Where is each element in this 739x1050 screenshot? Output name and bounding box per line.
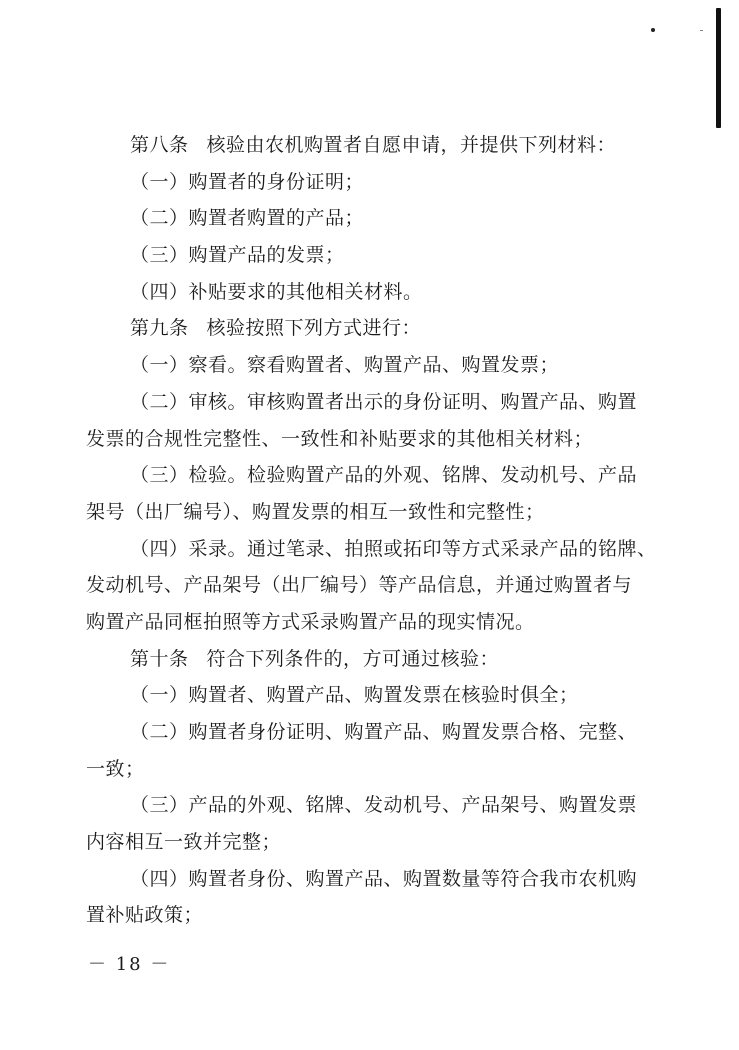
text-line-continued: 架号（出厂编号）、购置发票的相互一致性和完整性；: [86, 500, 545, 523]
text-line: （三）购置产品的发票；: [130, 244, 345, 267]
text-line-continued: 一致；: [86, 757, 145, 780]
article-10-heading: [86, 641, 656, 678]
text-line-continued: 发票的合规性完整性、一致性和补贴要求的其他相关材料；: [86, 427, 594, 450]
text-line: （二）购置者购置的产品；: [130, 207, 365, 230]
article-label: 第八条: [130, 134, 189, 156]
text-line: （一）察看。察看购置者、购置产品、购置发票；: [130, 354, 560, 377]
article-label: 第九条: [130, 317, 189, 340]
scan-dot-mark: [651, 28, 655, 32]
text-line: （二）购置者身份证明、购置产品、购置发票合格、完整、: [130, 721, 638, 743]
article-8-heading: [86, 127, 656, 164]
text-line-continued: 购置产品同框拍照等方式采录购置产品的现实情况。: [86, 610, 535, 633]
article-label: 第十条: [130, 647, 189, 670]
document-body: [86, 127, 656, 934]
text-line-continued: 内容相互一致并完整；: [86, 831, 282, 854]
text-line: （一）购置者、购置产品、购置发票在核验时俱全；: [130, 684, 579, 707]
page-number: － 18 －: [88, 954, 171, 975]
article-text: 核验按照下列方式进行：: [206, 317, 422, 340]
text-line: （四）购置者身份、购置产品、购置数量等符合我市农机购: [130, 867, 638, 890]
scan-speck-mark: [700, 30, 703, 31]
text-line: （三）检验。检验购置产品的外观、铭牌、发动机号、产品: [130, 464, 638, 487]
text-line: （一）购置者的身份证明；: [130, 170, 365, 193]
text-line: （二）审核。审核购置者出示的身份证明、购置产品、购置: [130, 390, 638, 413]
article-text: 核验由农机购置者自愿申请，并提供下列材料：: [206, 134, 617, 156]
text-line: （四）采录。通过笔录、拍照或拓印等方式采录产品的铭牌、: [130, 537, 657, 560]
article-9-heading: [86, 310, 656, 347]
text-line: （四）补贴要求的其他相关材料。: [130, 280, 423, 303]
text-line-continued: 置补贴政策；: [86, 904, 204, 927]
text-line-continued: 发动机号、产品架号（出厂编号）等产品信息，并通过购置者与: [86, 574, 633, 597]
scan-edge-mark: [716, 8, 721, 128]
text-line: （三）产品的外观、铭牌、发动机号、产品架号、购置发票: [130, 794, 638, 817]
article-text: 符合下列条件的，方可通过核验：: [206, 647, 500, 670]
